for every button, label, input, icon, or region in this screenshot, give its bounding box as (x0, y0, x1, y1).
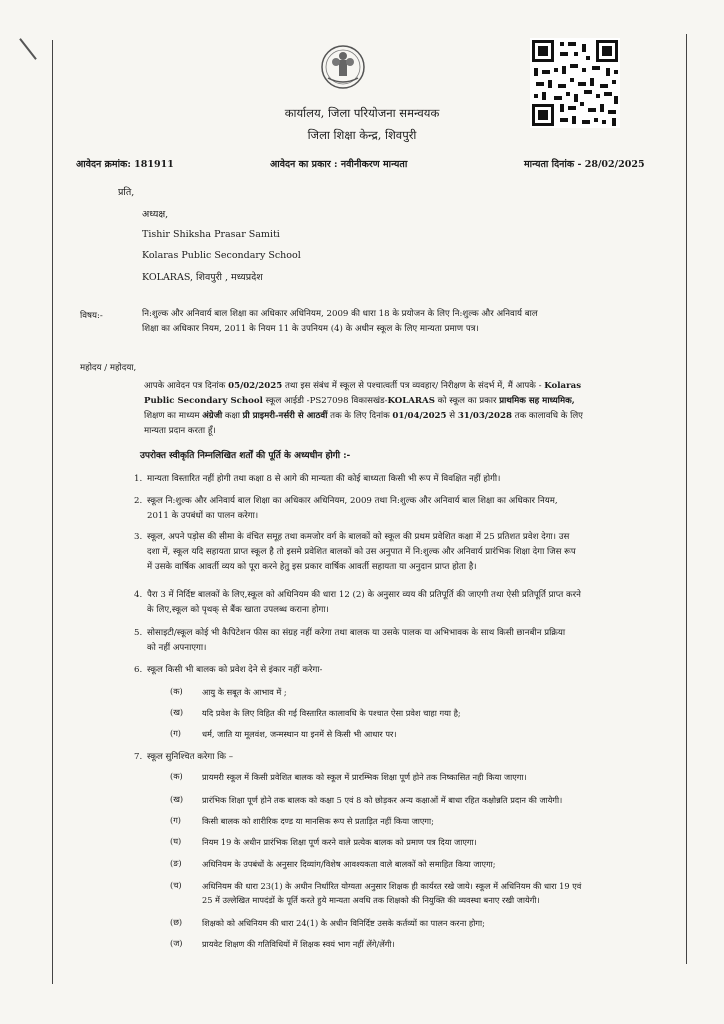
body-line-2: Public Secondary School स्कूल आईडी -PS27098 विकासखंड-KOLARAS को स्कूल का प्रकार प्राथमिक सह माध्यमिक, (144, 396, 575, 406)
address-to: प्रति, (118, 187, 135, 198)
application-date: 05/02/2025 (228, 381, 283, 391)
page-border-right (686, 34, 687, 964)
condition-text: मान्यता विस्तारित नहीं होगी तथा कक्षा 8 से आगे की मान्यता की कोई बाध्यता किसी भी रूप में विवक्षित नहीं होगी। (147, 474, 501, 484)
scan-edge-mark (19, 38, 37, 60)
sub-label: (च) (170, 880, 182, 890)
sub-text: प्रायमरी स्कूल में किसी प्रवेशित बालक को स्कूल में प्रारम्भिक शिक्षा पूर्ण होने तक निष्कासित नही किया जाएगा। (202, 772, 527, 782)
condition-text: स्कूल सुनिश्चित करेगा कि – (147, 752, 234, 762)
sub-text: किसी बालक को शारीरिक दण्ड या मानसिक रूप से प्रताड़ित नहीं किया जाएगा; (202, 816, 434, 826)
conditions-heading: उपरोक्त स्वीकृति निम्नलिखित शर्तों की पूर्ति के अध्यधीन होगी :- (140, 451, 351, 461)
application-type: आवेदन का प्रकार : नवीनीकरण मान्यता (270, 159, 408, 170)
sub-text: आयु के सबूत के आभाव में ; (202, 687, 287, 697)
class-range: प्री प्राइमरी-नर्सरी से आठवीं (242, 411, 328, 421)
condition-number: 7. (134, 752, 143, 762)
body-line-4: मान्यता प्रदान करता हूँ। (144, 426, 216, 436)
validity-to: 31/03/2028 (457, 411, 512, 421)
condition-number: 2. (134, 496, 143, 506)
sub-text: अधिनियम की धारा 23(1) के अधीन निर्धारित योग्यता अनुसार शिक्षक ही कार्यरत रखे जाये। स्कूल में अधिनियम की धारा 19 एवं (202, 881, 582, 891)
body-line-1: आपके आवेदन पत्र दिनांक 05/02/2025 तथा इस संबंध में स्कूल से पश्चात्वर्ती पत्र व्यवहार/ निरीक्षण के संदर्भ में, मैं आपके - Kolaras (144, 381, 582, 391)
sub-label: (क) (170, 771, 183, 781)
sub-label: (क) (170, 686, 183, 696)
condition-text: स्कूल किसी भी बालक को प्रवेश देने से इंकार नहीं करेगा- (147, 665, 323, 675)
address-line: KOLARAS, शिवपुरी , मध्यप्रदेश (142, 272, 263, 283)
sub-text: धर्म, जाति या मूलवंश, जन्मस्थान या इनमें से किसी भी आधार पर। (202, 729, 397, 739)
condition-text: दशा में, स्कूल यदि सहायता प्राप्त स्कूल है तो इसमे प्रवेशित बालकों को उस अनुपात में नि:शुल्क और अनिवार्य प्रारंभिक शिक्षा देगा जिस रूप (147, 547, 576, 557)
sub-text: यदि प्रवेश के लिए विहित की गई विस्तारित कालावधि के पश्चात ऐसा प्रवेश चाहा गया है; (202, 708, 461, 718)
condition-number: 4. (134, 590, 143, 600)
condition-text: सोसाइटी/स्कूल कोई भी कैपिटेशन फीस का संग्रह नहीं करेगा तथा बालक या उसके पालक या अभिभावक के साथ किसी छानबीन प्रक्रिया (147, 628, 566, 638)
sub-label: (ख) (170, 707, 184, 717)
validity-from: 01/04/2025 (392, 411, 447, 421)
school-name-part-2: Public Secondary School (144, 396, 263, 406)
subject-label: विषय:- (80, 311, 103, 321)
sub-label: (ग) (170, 815, 181, 825)
sub-label: (ज) (170, 938, 183, 948)
medium: अंग्रेजी (202, 411, 223, 421)
sub-text: प्रारंभिक शिक्षा पूर्ण होने तक बालक को कक्षा 5 एवं 8 को छोड़कर अन्य कक्षाओं में बाधा रहित कक्षोन्नति प्रदान की जायेगी। (202, 795, 563, 805)
address-line: Kolaras Public Secondary School (142, 250, 301, 261)
sub-text: शिक्षको को अधिनियम की धारा 24(1) के अधीन विनिर्दिष्ट उसके कर्तव्यों का पालन करना होगा; (202, 918, 485, 928)
condition-text: 2011 के उपबंधों का पालन करेगा। (147, 511, 259, 521)
page-border-left (52, 40, 53, 984)
sub-label: (ख) (170, 794, 184, 804)
address-line: Tishir Shiksha Prasar Samiti (142, 229, 280, 240)
government-emblem-icon (318, 44, 368, 90)
salutation: महोदय / महोदया, (80, 363, 137, 373)
sub-text: 25 में उल्लेखित मापदंडों के पूर्ति करते हुये मान्यता अवधि तक शिक्षको की नियुक्ति की व्यवस्था बनाए रखी जायेगी। (202, 895, 540, 905)
school-name-part-1: Kolaras (544, 381, 582, 391)
condition-text: स्कूल नि:शुल्क और अनिवार्य बाल शिक्षा का अधिकार अधिनियम, 2009 तथा नि:शुल्क और अनिवार्य बाल शिक्षा का अधिकार नियम, (147, 496, 558, 506)
subject-line-1: नि:शुल्क और अनिवार्य बाल शिक्षा का अधिकार अधिनियम, 2009 की धारा 18 के प्रयोजन के लिए नि:शुल्क और अनिवार्य बाल (142, 309, 538, 319)
condition-text: के लिए,स्कूल को पृथक् से बैंक खाता उपलब्ध कराना होगा। (147, 605, 329, 615)
recognition-date: मान्यता दिनांक - 28/02/2025 (524, 159, 645, 170)
body-line-3: शिक्षण का माध्यम अंग्रेजी कक्षा प्री प्राइमरी-नर्सरी से आठवीं तक के लिए दिनांक 01/04/2025 से 31/03/2028 तक कालावधि के लिए (144, 411, 583, 421)
condition-text: स्कूल, अपने पड़ोस की सीमा के वंचित समूह तथा कमजोर वर्ग के बालकों को स्कूल की प्रथम प्रवेशित कक्षा में 25 प्रतिशत प्रवेश देगा। उस (147, 532, 570, 542)
block-name: KOLARAS (387, 396, 435, 406)
sub-text: प्रायवेट शिक्षण की गतिविधियों में शिक्षक स्वयं भाग नहीं लेंगे/लेंगी। (202, 939, 395, 949)
condition-text: को नहीं अपनाएगा। (147, 643, 207, 653)
sub-label: (छ) (170, 917, 183, 927)
office-subtitle: जिला शिक्षा केन्द्र, शिवपुरी (307, 128, 417, 142)
school-type: प्राथमिक सह माध्यमिक, (499, 396, 575, 406)
address-line: अध्यक्ष, (142, 209, 169, 220)
sub-label: (ग) (170, 728, 181, 738)
condition-number: 3. (134, 532, 143, 542)
condition-number: 6. (134, 665, 143, 675)
application-number: आवेदन क्रमांक: 181911 (76, 159, 174, 170)
condition-number: 1. (134, 474, 143, 484)
sub-text: अधिनियम के उपबंधों के अनुसार दिव्यांग/विशेष आवश्यकता वाले बालकों को समाहित किया जाएगा; (202, 859, 496, 869)
condition-number: 5. (134, 628, 143, 638)
sub-label: (घ) (170, 836, 182, 846)
office-title: कार्यालय, जिला परियोजना समन्वयक (284, 106, 440, 120)
sub-text: नियम 19 के अधीन प्रारंभिक शिक्षा पूर्ण करने वाले प्रत्येक बालक को प्रमाण पत्र दिया जाएगा। (202, 837, 477, 847)
subject-line-2: शिक्षा का अधिकार नियम, 2011 के नियम 11 के उपनियम (4) के अधीन स्कूल के लिए मान्यता प्रमाण पत्र। (142, 324, 479, 334)
sub-label: (ङ) (170, 858, 182, 868)
condition-text: पैरा 3 में निर्दिष्ट बालकों के लिए,स्कूल को अधिनियम की धारा 12 (2) के अनुसार व्यय की प्रतिपूर्ति की जाएगी तथा ऐसी प्रतिपूर्ति प्राप्त करने (147, 590, 581, 600)
condition-text: में उसके वार्षिक आवर्ती व्यय को पूरा करने हेतु इस प्रकार वार्षिक आवर्ती सहायता या अनुदान प्राप्त होता है। (147, 562, 477, 572)
